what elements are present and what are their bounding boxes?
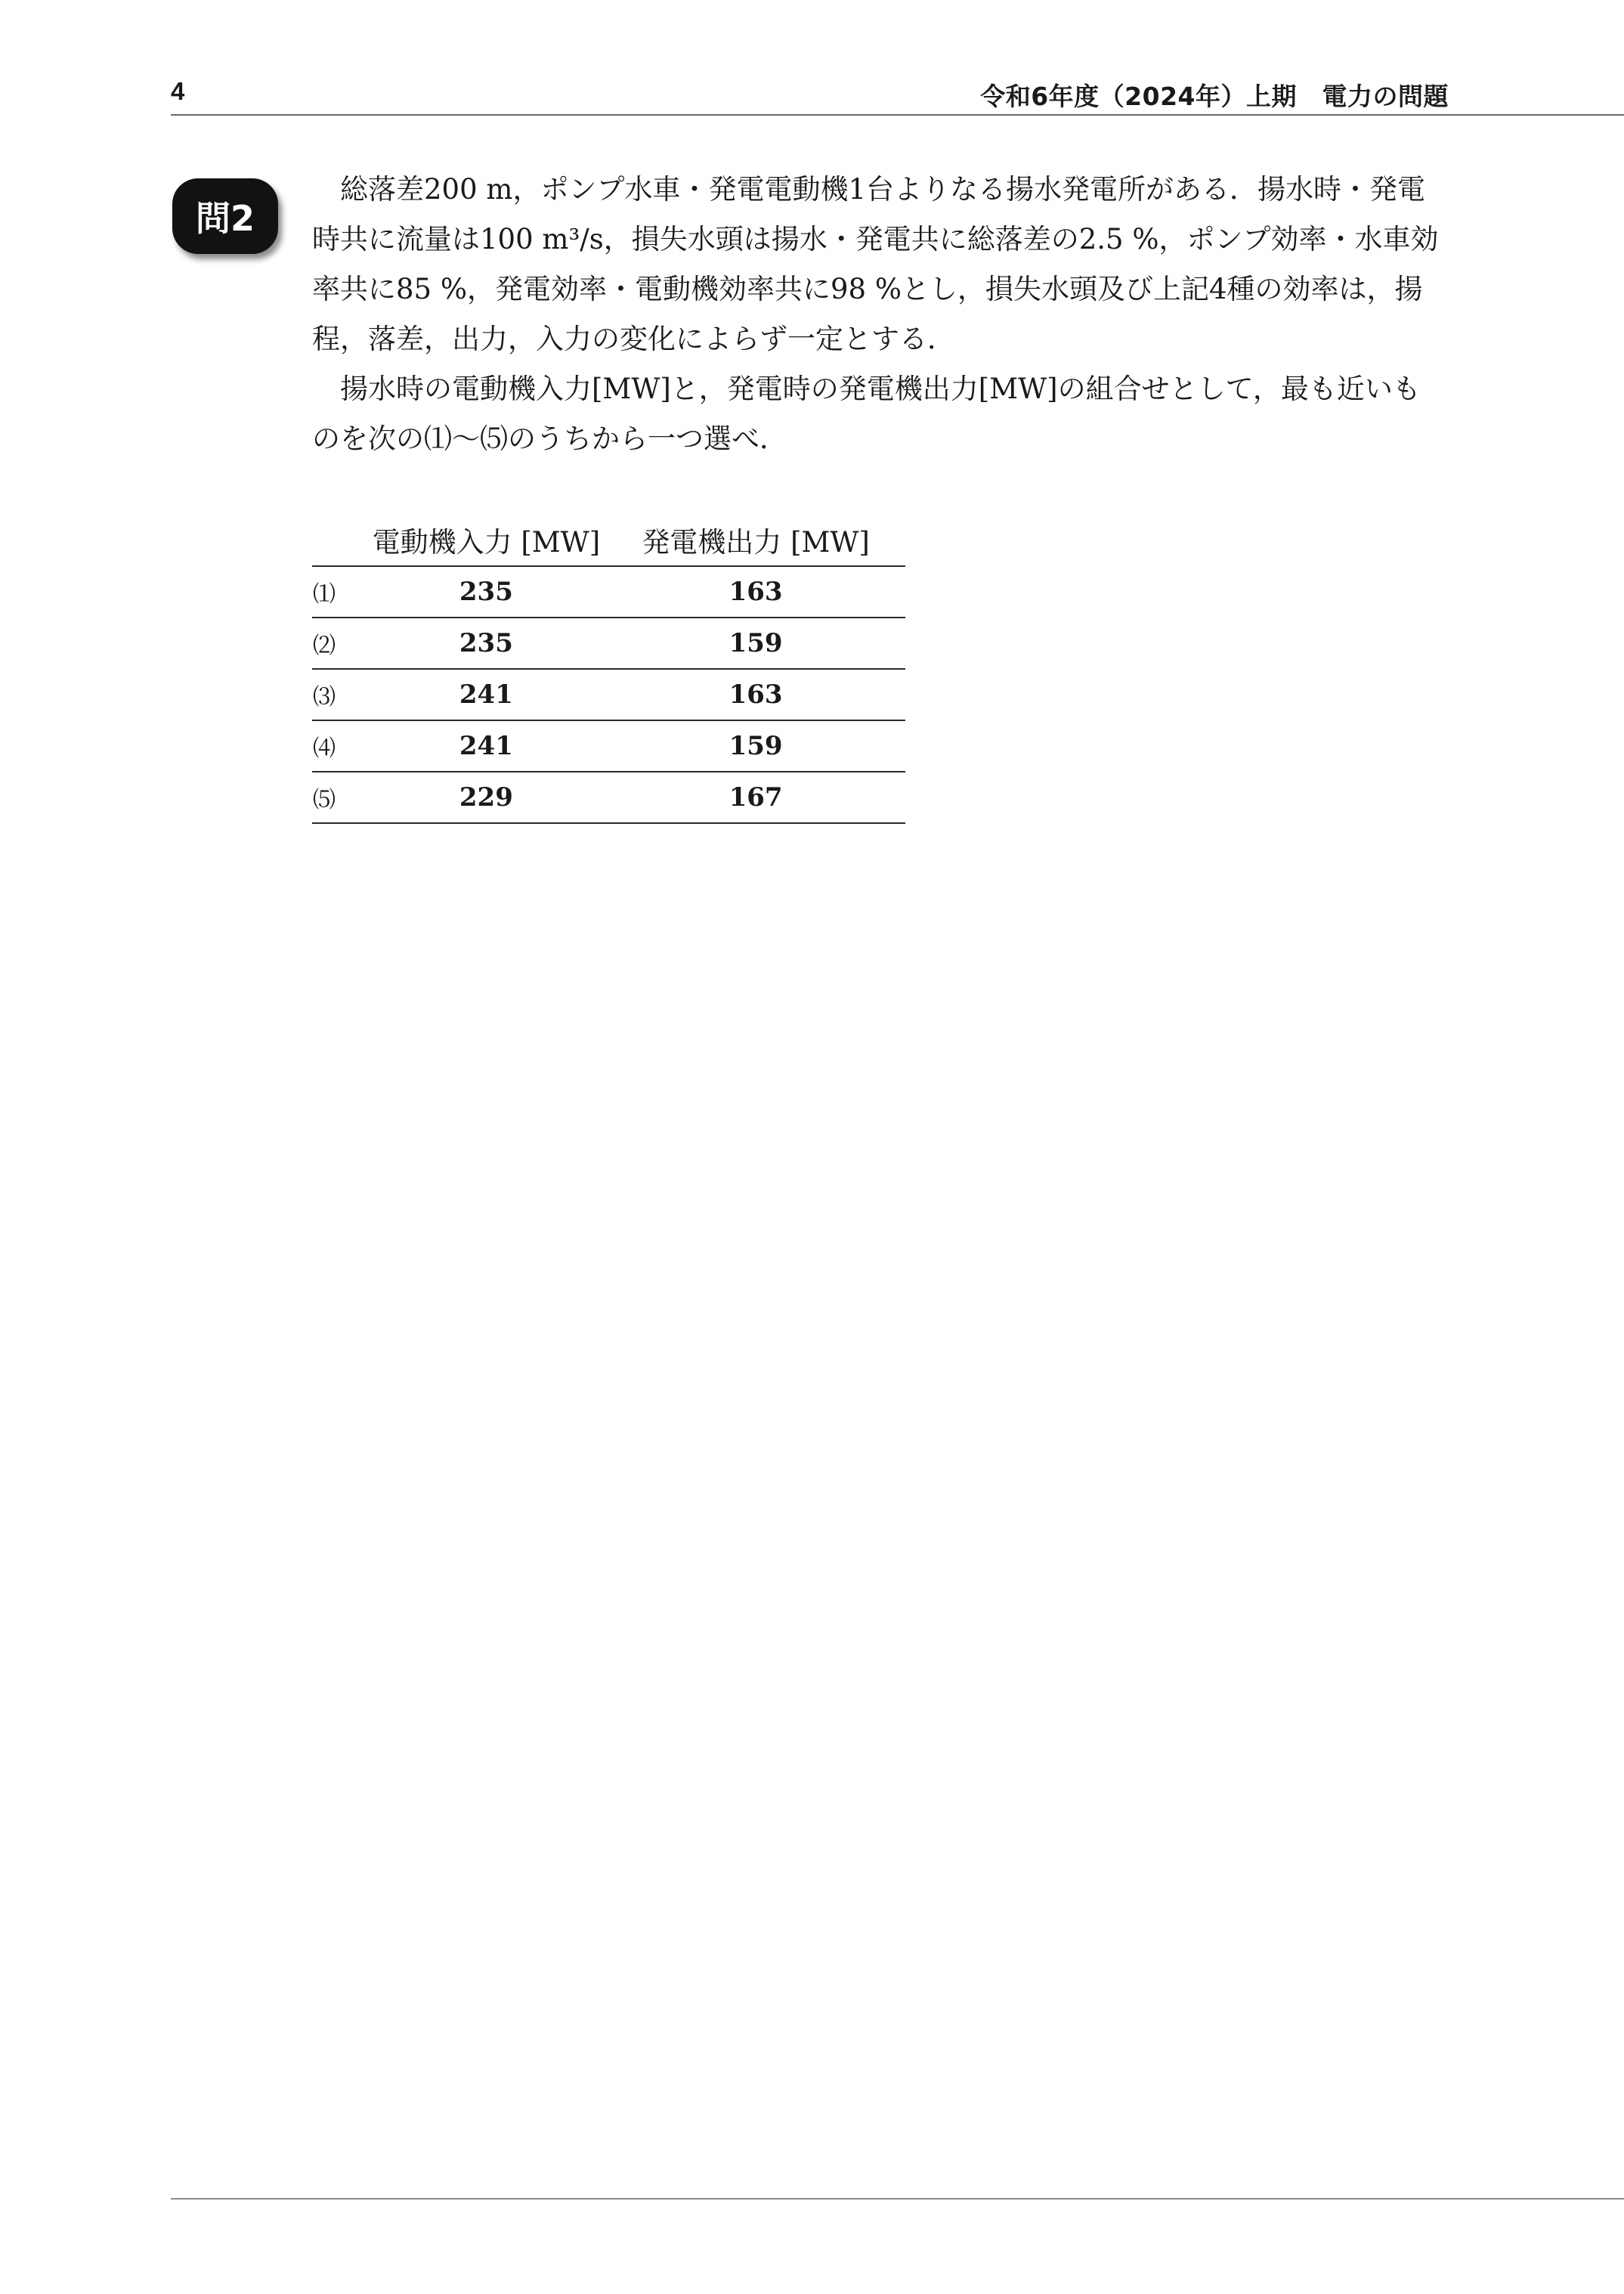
generator-output-value: 159 xyxy=(606,618,905,669)
motor-input-value: 235 xyxy=(367,618,607,669)
choice-number: ⑵ xyxy=(312,618,367,669)
generator-output-value: 167 xyxy=(606,772,905,823)
page-number: 4 xyxy=(171,77,185,105)
choices-table xyxy=(312,514,905,824)
table-header-row xyxy=(312,514,905,566)
table-row xyxy=(312,669,905,720)
question-text xyxy=(312,165,1446,464)
motor-input-value: 235 xyxy=(367,566,607,618)
table-row xyxy=(312,772,905,823)
table-row xyxy=(312,566,905,618)
table-row xyxy=(312,720,905,772)
running-header: 令和6年度（2024年）上期 電力の問題 xyxy=(980,82,1449,111)
motor-input-value: 241 xyxy=(367,720,607,772)
choice-number: ⑸ xyxy=(312,772,367,823)
generator-output-value: 159 xyxy=(606,720,905,772)
generator-output-value: 163 xyxy=(606,669,905,720)
motor-input-value: 229 xyxy=(367,772,607,823)
question-badge: 問2 xyxy=(172,178,278,254)
table-row xyxy=(312,618,905,669)
question-paragraph-1: 総落差200 m，ポンプ水車・発電電動機1台よりなる揚水発電所がある．揚水時・発電時共に流量は100 m³/s，損失水頭は揚水・発電共に総落差の2.5 %，ポンプ効率・水車効率共に85 %，発電効率・電動機効率共に98 %とし，損失水頭及び上記4種の効率は，揚程，落差，出力，入力の変化によらず一定とする． xyxy=(312,173,1439,355)
generator-output-value: 163 xyxy=(606,566,905,618)
choice-number: ⑴ xyxy=(312,566,367,618)
header-motor-input: 電動機入力 [MW] xyxy=(367,514,607,566)
header-generator-output: 発電機出力 [MW] xyxy=(606,514,905,566)
footer-divider xyxy=(171,2198,1624,2200)
motor-input-value: 241 xyxy=(367,669,607,720)
choice-number: ⑶ xyxy=(312,669,367,720)
header-choice-number xyxy=(312,514,367,566)
question-paragraph-2: 揚水時の電動機入力[MW]と，発電時の発電機出力[MW]の組合せとして，最も近いものを次の⑴～⑸のうちから一つ選べ． xyxy=(312,373,1421,455)
header-divider xyxy=(171,114,1624,116)
choice-number: ⑷ xyxy=(312,720,367,772)
